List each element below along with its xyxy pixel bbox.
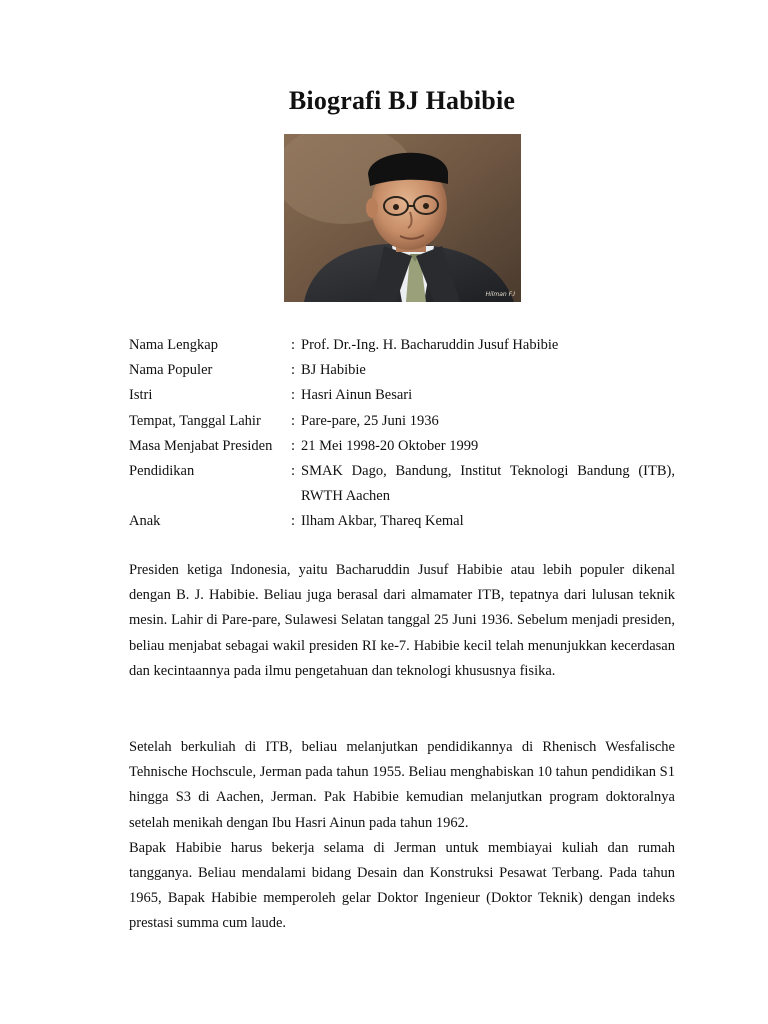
portrait-painting — [284, 134, 521, 302]
biodata-row — [129, 409, 675, 434]
biodata-table — [129, 333, 675, 535]
biodata-separator: : — [291, 462, 296, 479]
biodata-value: SMAK Dago, Bandung, Institut Teknologi Bandung (ITB), RWTH Aachen — [301, 462, 675, 505]
biodata-value: Hasri Ainun Besari — [301, 387, 413, 404]
biodata-label: Pendidikan — [129, 462, 195, 479]
biodata-label: Nama Populer — [129, 362, 213, 379]
biodata-label: Anak — [129, 513, 161, 530]
biodata-value: Pare-pare, 25 Juni 1936 — [301, 412, 439, 429]
document-title: Biografi BJ Habibie — [288, 86, 516, 115]
biodata-value: Ilham Akbar, Thareq Kemal — [301, 513, 464, 530]
body-paragraph: Bapak Habibie harus bekerja selama di Jerman untuk membiayai kuliah dan rumah tangganya. Beliau mendalami bidang Desain dan Konstruksi Pesawat Terbang. Pada tahun 1965, Bapak Habibie memperoleh gelar Doktor Ingenieur (Doktor Teknik) dengan indeks prestasi summa cum laude. — [129, 839, 675, 932]
biodata-row — [129, 333, 675, 358]
biodata-separator: : — [291, 362, 296, 379]
biodata-row — [129, 459, 675, 509]
biodata-label: Tempat, Tanggal Lahir — [129, 412, 261, 429]
biodata-label: Istri — [129, 387, 153, 404]
biodata-row — [129, 434, 675, 459]
biodata-separator: : — [291, 337, 296, 353]
biodata-separator: : — [291, 412, 296, 429]
biodata-row — [129, 358, 675, 383]
portrait-signature: Hilman F.I — [485, 291, 515, 298]
biodata-label: Masa Menjabat Presiden — [129, 437, 273, 454]
biodata-value: 21 Mei 1998-20 Oktober 1999 — [301, 437, 479, 454]
body-paragraph: Presiden ketiga Indonesia, yaitu Bacharuddin Jusuf Habibie atau lebih populer dikenal dengan B. J. Habibie. Beliau juga berasal dari almamater ITB, tepatnya dari lulusan teknik mesin. Lahir di Pare-pare, Sulawesi Selatan tanggal 25 Juni 1936. Sebelum menjadi presiden, beliau menjabat sebagai wakil presiden RI ke-7. Habibie kecil telah menunjukkan kecerdasan dan kecintaannya pada ilmu pengetahuan dan teknologi khususnya fisika. — [129, 562, 675, 679]
biodata-separator: : — [291, 513, 296, 530]
biodata-separator: : — [291, 437, 296, 454]
body-section-1 — [129, 558, 675, 684]
biodata-row — [129, 383, 675, 408]
biodata-separator: : — [291, 387, 296, 404]
biodata-row — [129, 509, 675, 534]
portrait-image — [284, 134, 521, 302]
body-section-2 — [129, 735, 675, 937]
biodata-value: BJ Habibie — [301, 362, 366, 379]
biodata-value: Prof. Dr.-Ing. H. Bacharuddin Jusuf Habibie — [301, 337, 559, 353]
body-paragraph: Setelah berkuliah di ITB, beliau melanjutkan pendidikannya di Rhenisch Wesfalische Tehnische Hochscule, Jerman pada tahun 1955. Beliau menghabiskan 10 tahun pendidikan S1 hingga S3 di Aachen, Jerman. Pak Habibie kemudian melanjutkan program doktoralnya setelah menikah dengan Ibu Hasri Ainun pada tahun 1962. — [129, 739, 675, 831]
biodata-label: Nama Lengkap — [129, 337, 218, 353]
